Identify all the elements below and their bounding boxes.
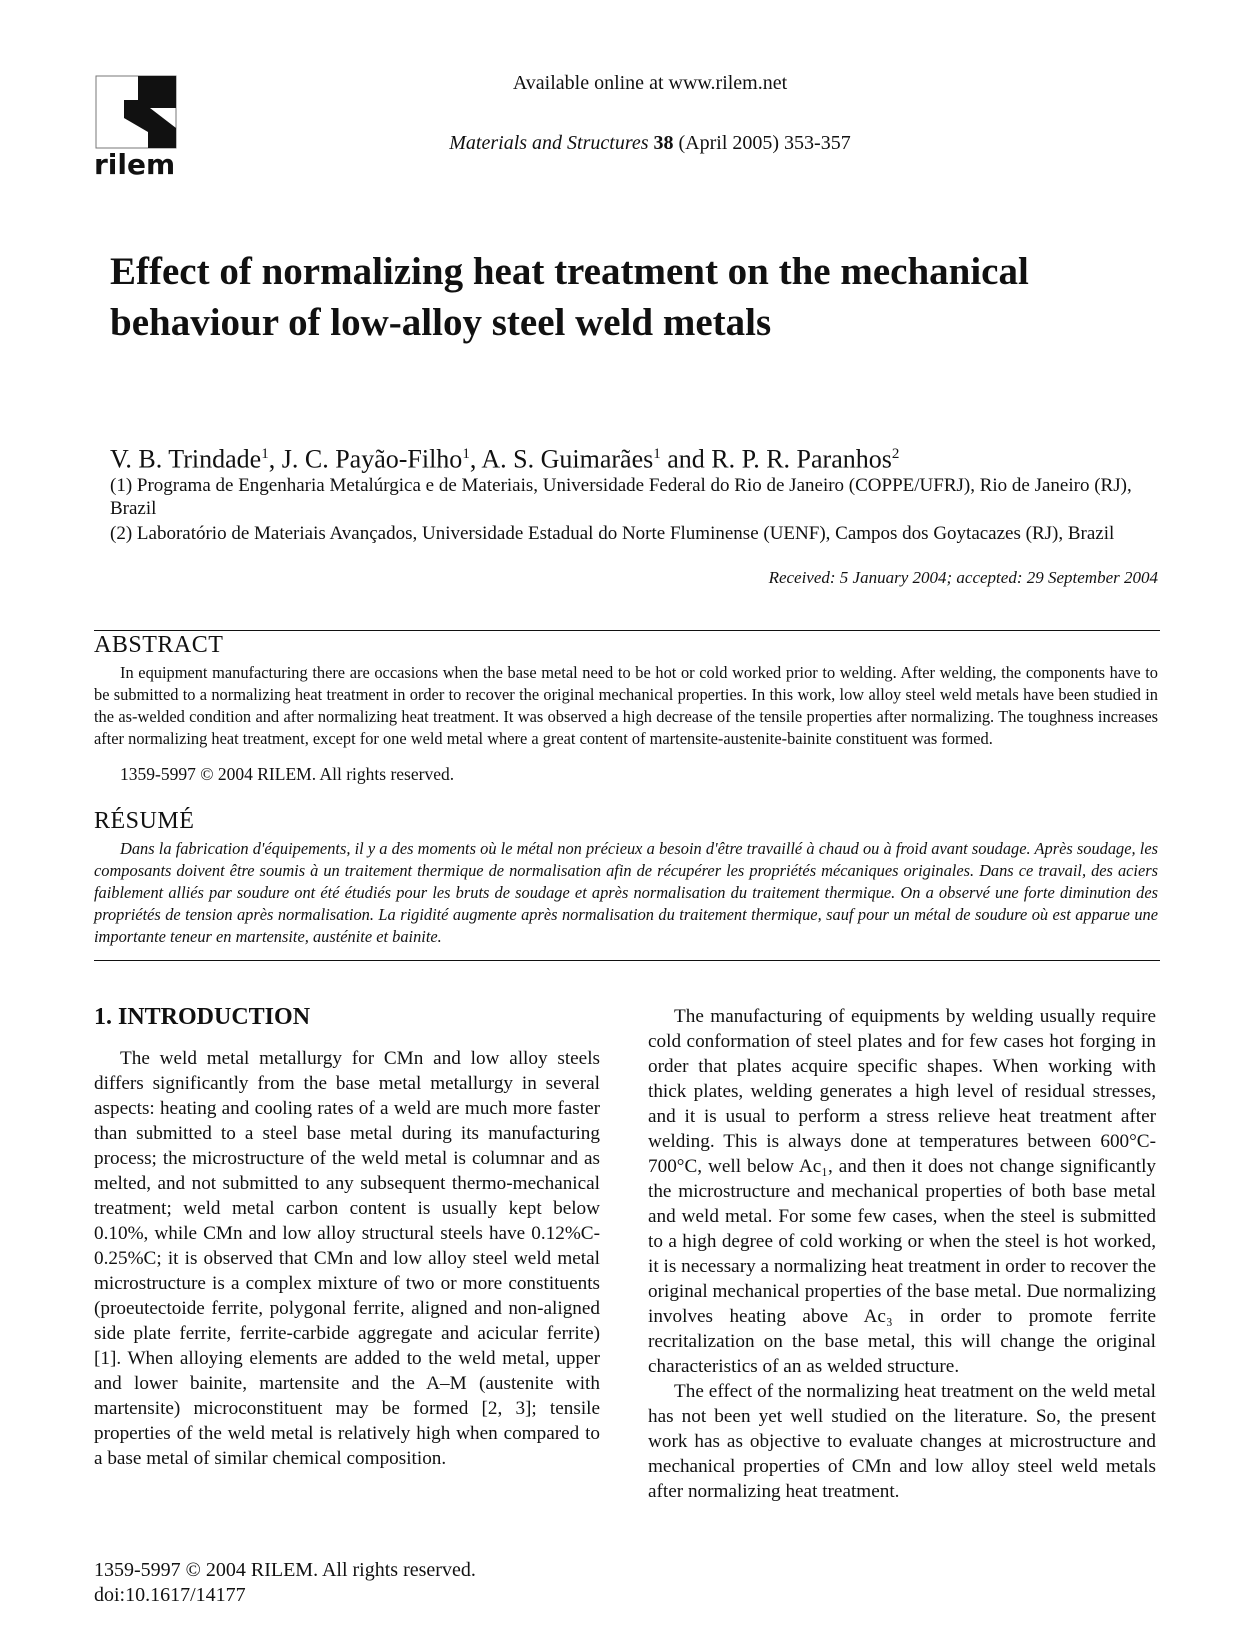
rilem-logo <box>94 74 186 180</box>
author-list <box>110 438 1180 476</box>
abstract-copyright: 1359-5997 © 2004 RILEM. All rights reserved. <box>120 764 455 784</box>
author-affiliation-mark: 1 <box>653 446 661 462</box>
abstract-heading: ABSTRACT <box>94 632 224 658</box>
affiliation-2: (2) Laboratório de Materiais Avançados, Universidade Estadual do Norte Fluminense (UENF), Campos dos Goytacazes (RJ), Brazil <box>110 523 1115 544</box>
introduction-right-column <box>648 1004 1156 1504</box>
paper-title: Effect of normalizing heat treatment on the mechanical behaviour of low-alloy steel weld metals <box>110 250 1029 344</box>
author-separator: , <box>469 444 482 474</box>
svg-text:rilem: rilem <box>94 148 176 180</box>
author-separator: , <box>268 444 282 474</box>
introduction-heading: 1. INTRODUCTION <box>94 1004 311 1030</box>
author-name: V. B. Trindade <box>110 444 262 474</box>
available-online-text: Available online at www.rilem.net <box>512 72 788 94</box>
journal-issue: (April 2005) 353-357 <box>678 132 851 154</box>
abstract-text: In equipment manufacturing there are occasions when the base metal need to be hot or cold worked prior to welding. After welding, the components have to be submitted to a normalizing heat treatment in order to recover the original mechanical properties. In this work, low alloy steel weld metals have been studied in the as-welded condition and after normalizing heat treatment. It was observed a high decrease of the tensile properties after normalizing. The toughness increases after normalizing heat treatment, except for one weld metal where a great content of martensite-austenite-bainite constituent was formed. <box>94 663 1158 748</box>
footer-copyright: 1359-5997 © 2004 RILEM. All rights reserved. <box>94 1559 476 1581</box>
journal-citation <box>380 132 920 155</box>
journal-name: Materials and Structures <box>449 132 649 154</box>
journal-volume: 38 <box>653 132 674 154</box>
author-name: R. P. R. Paranhos <box>711 444 892 474</box>
introduction-left-column <box>94 1046 600 1471</box>
author-name: A. S. Guimarães <box>481 444 654 474</box>
page-footer <box>94 1558 476 1608</box>
divider-bottom <box>94 960 1160 961</box>
resume-text: Dans la fabrication d'équipements, il y a des moments où le métal non précieux a besoin d'être travaillé à chaud ou à froid avant soudage. Après soudage, les composants doivent être soumis à un traitement thermique de normalisation afin de récupérer les propriétés mécaniques originales. Dans ce travail, des aciers faiblement alliés par soudure ont été étudiés pour les bruts de soudage et après normalisation du traitement thermique. On a observé une forte diminution des propriétés de tension après normalisation. La rigidité augmente après normalisation du traitement thermique, sauf pour un métal de soudure où est apparue une importante teneur en martensite, austénite et bainite. <box>94 839 1158 946</box>
affiliation-1: (1) Programa de Engenharia Metalúrgica e de Materiais, Universidade Federal do Rio de Janeiro (COPPE/UFRJ), Rio de Janeiro (RJ), Brazil <box>110 475 1132 519</box>
footer-doi: doi:10.1617/14177 <box>94 1584 246 1606</box>
paragraph: The manufacturing of equipments by welding usually require cold conformation of steel plates and for few cases hot forging in order that plates acquire specific shapes. When working with thick plates, welding generates a high level of residual stresses, and it is usual to perform a stress relieve heat treatment after welding. This is always done at temperatures between 600°C-700°C, well below Ac₁, and then it does not change significantly the microstructure and mechanical properties of both base metal and weld metal. For some few cases, when the steel is submitted to a high degree of cold working or when the steel is hot worked, it is necessary a normalizing heat treatment in order to recover the original mechanical properties of the base metal. Due normalizing involves heating above Ac₃ in order to promote ferrite recritalization on the base metal, this will change the original characteristics of an as welded structure. <box>648 1006 1156 1377</box>
paragraph: The weld metal metallurgy for CMn and low alloy steels differs significantly from the base metal metallurgy in several aspects: heating and cooling rates of a weld are much more faster than submitted to a steel base metal during its manufacturing process; the microstructure of the weld metal is columnar and as melted, and not submitted to any subsequent thermo-mechanical treatment; weld metal carbon content is usually kept below 0.10%, while CMn and low alloy structural steels have 0.12%C-0.25%C; it is observed that CMn and low alloy steel weld metal microstructure is a complex mixture of two or more constituents (proeutectoide ferrite, polygonal ferrite, aligned and non-aligned side plate ferrite, ferrite-carbide aggregate and acicular ferrite) [1]. When alloying elements are added to the weld metal, upper and lower bainite, martensite and the A–M (austenite with martensite) microconstituent may be formed [2, 3]; tensile properties of the weld metal is relatively high when compared to a base metal of similar chemical composition. <box>94 1048 600 1469</box>
divider-top <box>94 630 1160 631</box>
received-dates: Received: 5 January 2004; accepted: 29 September 2004 <box>768 568 1158 587</box>
author-affiliation-mark: 2 <box>891 446 900 462</box>
author-affiliation-mark: 1 <box>261 446 269 462</box>
resume-heading: RÉSUMÉ <box>94 808 195 834</box>
author-name: J. C. Payão-Filho <box>281 444 463 474</box>
paragraph: The effect of the normalizing heat treatment on the weld metal has not been yet well studied on the literature. So, the present work has as objective to evaluate changes at microstructure and mechanical properties of CMn and low alloy steel weld metals after normalizing heat treatment. <box>648 1381 1156 1502</box>
author-separator: and <box>660 444 712 474</box>
author-affiliation-mark: 1 <box>462 446 470 462</box>
